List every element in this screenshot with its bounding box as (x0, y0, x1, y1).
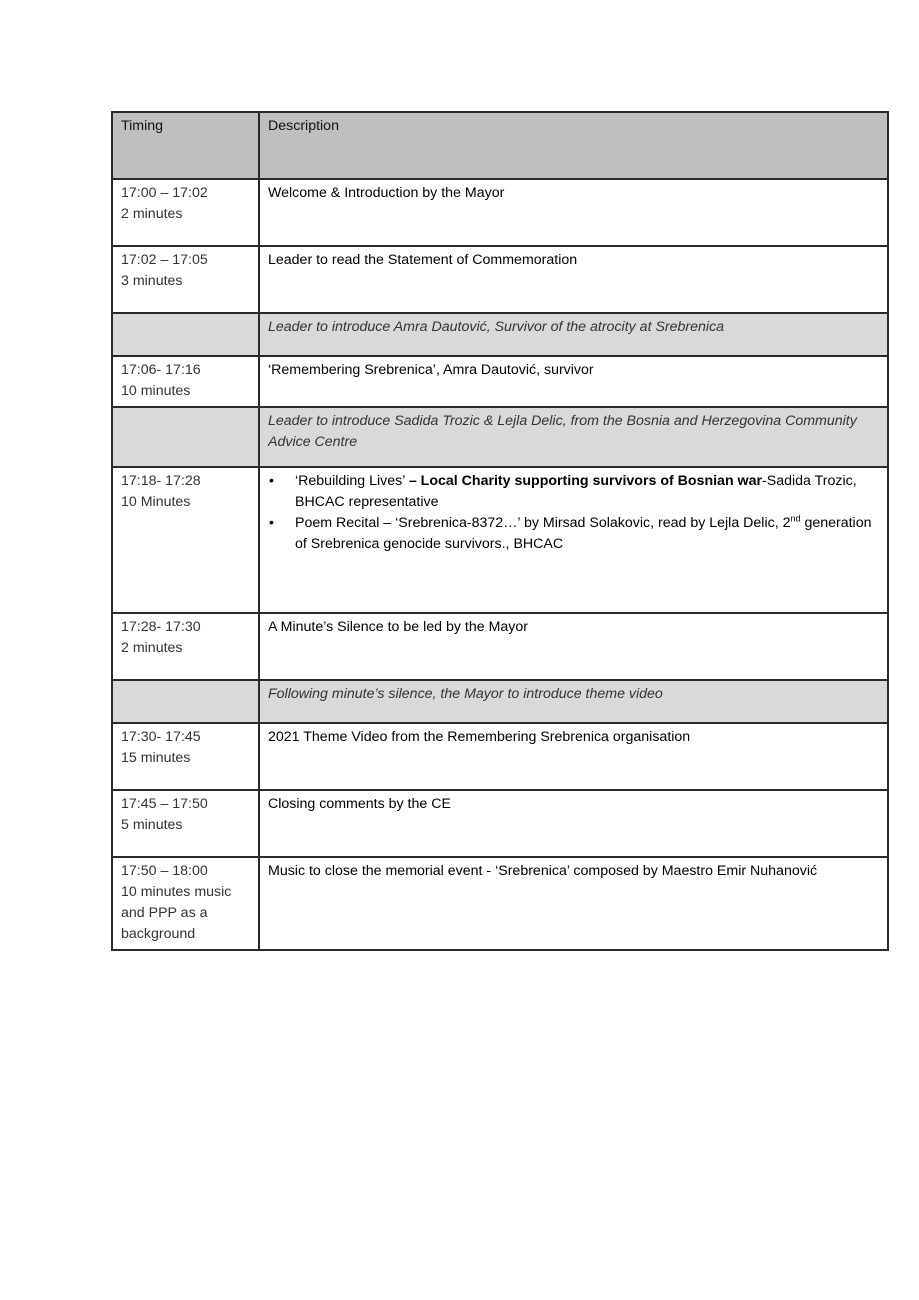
description-cell: Welcome & Introduction by the Mayor (259, 179, 888, 246)
time-range: 17:00 – 17:02 (121, 185, 208, 201)
empty-timing-cell (112, 407, 259, 467)
table-row (112, 246, 888, 313)
description-cell: ‘Remembering Srebrenica’, Amra Dautović, survivor (259, 356, 888, 407)
item-text: Poem Recital – ‘Srebrenica-8372…’ by Mirsad Solakovic, read by Lejla Delic, 2 (295, 515, 791, 531)
description-cell: Closing comments by the CE (259, 790, 888, 857)
programme-table (111, 111, 889, 951)
timing-cell (112, 790, 259, 857)
duration: 10 minutes (121, 383, 191, 399)
note-row (112, 407, 888, 467)
time-range: 17:02 – 17:05 (121, 252, 208, 268)
table-row (112, 857, 888, 950)
header-description: Description (259, 112, 888, 179)
empty-timing-cell (112, 313, 259, 356)
duration: 2 minutes (121, 206, 183, 222)
item-text: -Sadida Trozic, BHCAC representative (295, 473, 857, 510)
table-row (112, 179, 888, 246)
note-cell: Leader to introduce Sadida Trozic & Lejla Delic, from the Bosnia and Herzegovina Community Advice Centre (259, 407, 888, 467)
duration: 10 Minutes (121, 494, 191, 510)
duration: 15 minutes (121, 750, 191, 766)
description-cell: Music to close the memorial event - ‘Srebrenica’ composed by Maestro Emir Nuhanović (259, 857, 888, 950)
time-range: 17:18- 17:28 (121, 473, 201, 489)
timing-cell (112, 467, 259, 613)
timing-cell (112, 613, 259, 680)
note-row (112, 680, 888, 723)
item-bold-text: – Local Charity supporting survivors of Bosnian war (408, 473, 763, 489)
note-row (112, 313, 888, 356)
item-text: generation of Srebrenica genocide survivors., BHCAC (295, 515, 872, 552)
bullet-item (269, 513, 879, 555)
duration: 5 minutes (121, 817, 183, 833)
duration: 10 minutes music and PPP as a background (121, 884, 232, 942)
bullet-item (269, 471, 879, 513)
timing-cell (112, 723, 259, 790)
description-cell (259, 467, 888, 613)
timing-cell (112, 356, 259, 407)
table-row (112, 613, 888, 680)
table-row (112, 790, 888, 857)
bullet-list (268, 471, 879, 555)
table-row (112, 467, 888, 613)
time-range: 17:06- 17:16 (121, 362, 201, 378)
table-header-row (112, 112, 888, 179)
duration: 3 minutes (121, 273, 183, 289)
duration: 2 minutes (121, 640, 183, 656)
ordinal-superscript: nd (790, 513, 801, 524)
bullet-icon: • (269, 473, 274, 489)
table-row (112, 356, 888, 407)
bullet-icon: • (269, 515, 274, 531)
header-timing: Timing (112, 112, 259, 179)
timing-cell (112, 857, 259, 950)
description-cell: 2021 Theme Video from the Remembering Srebrenica organisation (259, 723, 888, 790)
note-cell: Leader to introduce Amra Dautović, Survivor of the atrocity at Srebrenica (259, 313, 888, 356)
time-range: 17:30- 17:45 (121, 729, 201, 745)
timing-cell (112, 179, 259, 246)
timing-cell (112, 246, 259, 313)
time-range: 17:28- 17:30 (121, 619, 201, 635)
time-range: 17:45 – 17:50 (121, 796, 208, 812)
item-title: ‘Rebuilding Lives’ (295, 473, 409, 489)
note-cell: Following minute’s silence, the Mayor to introduce theme video (259, 680, 888, 723)
empty-timing-cell (112, 680, 259, 723)
time-range: 17:50 – 18:00 (121, 863, 208, 879)
description-cell: A Minute’s Silence to be led by the Mayor (259, 613, 888, 680)
table-row (112, 723, 888, 790)
description-cell: Leader to read the Statement of Commemoration (259, 246, 888, 313)
